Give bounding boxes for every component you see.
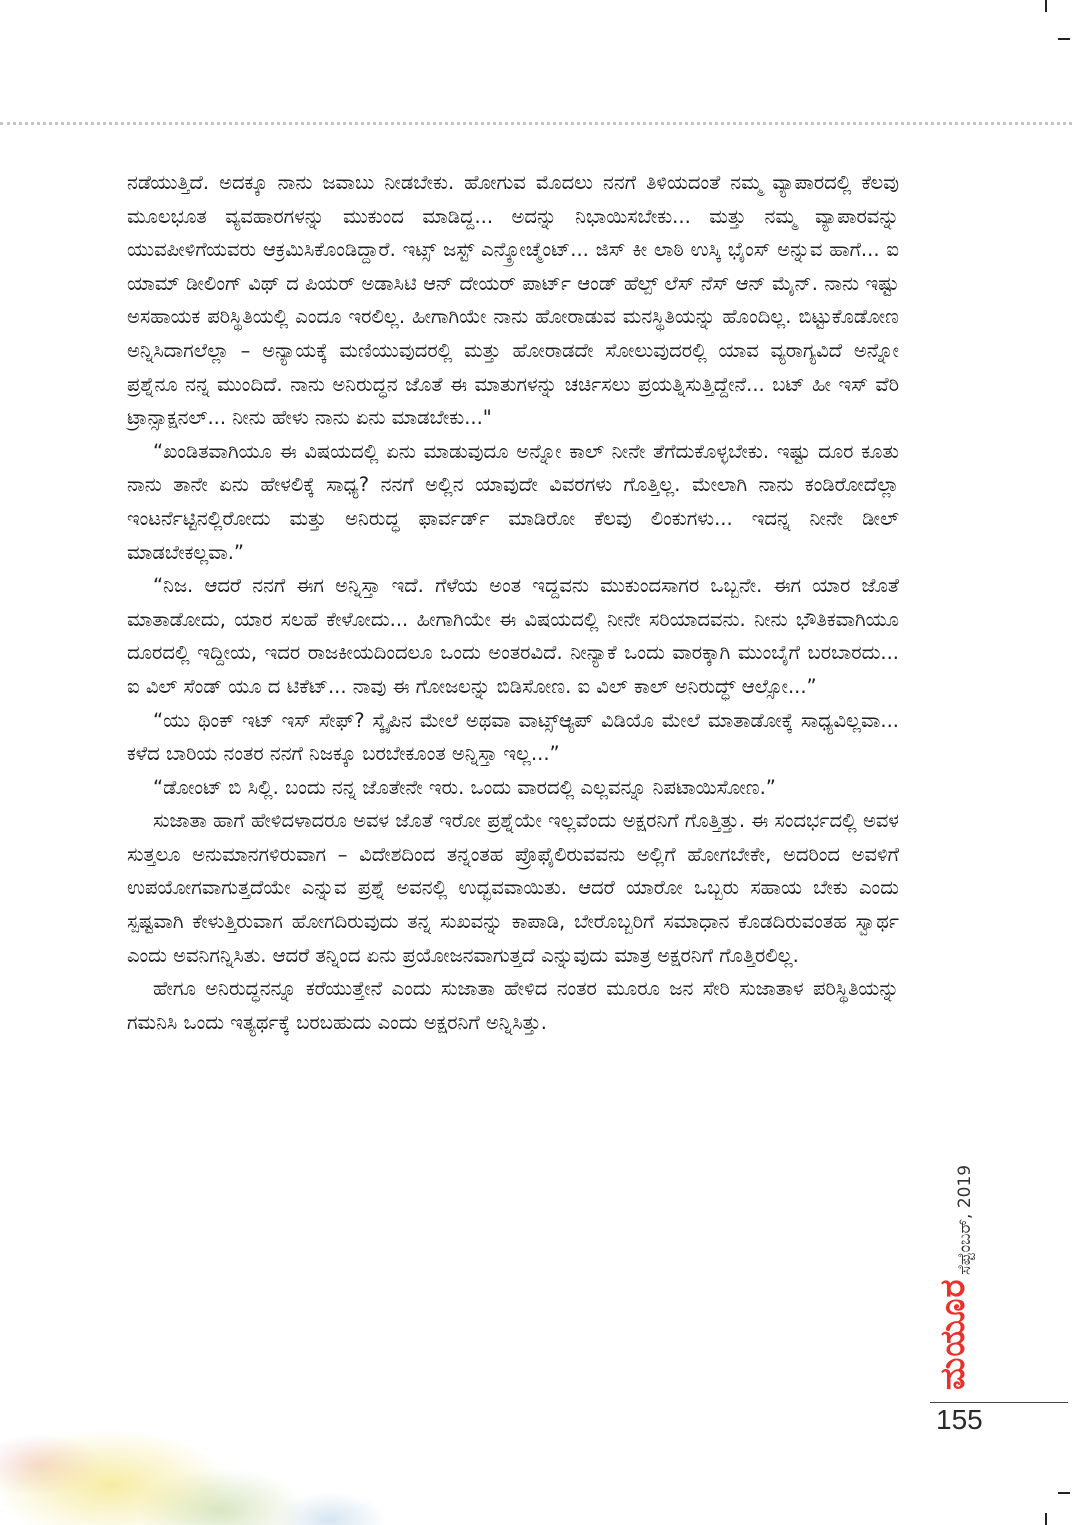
issue-date: ಸೆಪ್ಟೆಂಬರ್, 2019 (955, 1164, 975, 1275)
magazine-name: ಮಯೂರ (933, 1278, 973, 1390)
paragraph: “ಯು ಥಿಂಕ್ ಇಟ್ ಇಸ್ ಸೇಫ್? ಸ್ಕೈಪಿನ ಮೇಲೆ ಅಥವಾ ವಾಟ್ಸ್ಆ್ಯಪ್ ವಿಡಿಯೊ ಮೇಲೆ ಮಾತಾಡೋಕ್ಕೆ ಸಾಧ್ಯವಿಲ್ಲವಾ... ಕಳೆದ ಬಾರಿಯ ನಂತರ ನನಗೆ ನಿಜಕ್ಕೂ ಬರಬೇಕೂಂತ ಅನ್ನಿಸ್ತಾ ಇಲ್ಲ...” (127, 708, 899, 766)
folio-rule (930, 1402, 1068, 1403)
crop-mark-right-bottom (1058, 1492, 1070, 1494)
decorative-corner-art (0, 1335, 420, 1525)
article-body (127, 166, 899, 1039)
page-number: 155 (936, 1404, 983, 1435)
paragraph: “ನಿಜ. ಆದರೆ ನನಗೆ ಈಗ ಅನ್ನಿಸ್ತಾ ಇದೆ. ಗೆಳೆಯ ಅಂತ ಇದ್ದವನು ಮುಕುಂದಸಾಗರ ಒಬ್ಬನೇ. ಈಗ ಯಾರ ಜೊತೆ ಮಾತಾಡೋದು, ಯಾರ ಸಲಹೆ ಕೇಳೋದು... ಹೀಗಾಗಿಯೇ ಈ ವಿಷಯದಲ್ಲಿ ನೀನೇ ಸರಿಯಾದವನು. ನೀನು ಭೌತಿಕವಾಗಿಯೂ ದೂರದಲ್ಲಿ ಇದ್ದೀಯ, ಇದರ ರಾಜಕೀಯದಿಂದಲೂ ಒಂದು ಅಂತರವಿದೆ. ನೀನ್ಯಾಕೆ ಒಂದು ವಾರಕ್ಕಾಗಿ ಮುಂಬೈಗೆ ಬರಬಾರದು... ಐ ವಿಲ್ ಸೆಂಡ್ ಯೂ ದ ಟಿಕೆಟ್... ನಾವು ಈ ಗೋಜಲನ್ನು ಬಿಡಿಸೋಣ. ಐ ವಿಲ್ ಕಾಲ್ ಅನಿರುದ್ಧ್ ಆಲ್ಸೋ...” (127, 574, 899, 698)
magazine-logo (933, 1278, 973, 1390)
paragraph: ಹೇಗೂ ಅನಿರುದ್ಧನನ್ನೂ ಕರೆಯುತ್ತೇನೆ ಎಂದು ಸುಜಾತಾ ಹೇಳಿದ ನಂತರ ಮೂರೂ ಜನ ಸೇರಿ ಸುಜಾತಾಳ ಪರಿಸ್ಥಿತಿಯನ್ನು ಗಮನಿಸಿ ಒಂದು ಇತ್ಯರ್ಥಕ್ಕೆ ಬರಬಹುದು ಎಂದು ಅಕ್ಷರನಿಗೆ ಅನ್ನಿಸಿತ್ತು. (127, 977, 899, 1034)
crop-mark-bottom (1045, 1513, 1047, 1525)
paragraph: ಸುಜಾತಾ ಹಾಗೆ ಹೇಳಿದಳಾದರೂ ಅವಳ ಜೊತೆ ಇರೋ ಪ್ರಶ್ನೆಯೇ ಇಲ್ಲವೆಂದು ಅಕ್ಷರನಿಗೆ ಗೊತ್ತಿತ್ತು. ಈ ಸಂದರ್ಭದಲ್ಲಿ ಅವಳ ಸುತ್ತಲೂ ಅನುಮಾನಗಳಿರುವಾಗ – ವಿದೇಶದಿಂದ ತನ್ನಂತಹ ಪ್ರೊಫೈಲಿರುವವನು ಅಲ್ಲಿಗೆ ಹೋಗಬೇಕೇ, ಅದರಿಂದ ಅವಳಿಗೆ ಉಪಯೋಗವಾಗುತ್ತದೆಯೇ ಎನ್ನುವ ಪ್ರಶ್ನೆ ಅವನಲ್ಲಿ ಉದ್ಭವವಾಯಿತು. ಆದರೆ ಯಾರೋ ಒಬ್ಬರು ಸಹಾಯ ಬೇಕು ಎಂದು ಸ್ಪಷ್ಟವಾಗಿ ಕೇಳುತ್ತಿರುವಾಗ ಹೋಗದಿರುವುದು ತನ್ನ ಸುಖವನ್ನು ಕಾಪಾಡಿ, ಬೇರೊಬ್ಬರಿಗೆ ಸಮಾಧಾನ ಕೊಡದಿರುವಂತಹ ಸ್ವಾರ್ಥ ಎಂದು ಅವನಿಗನ್ನಿಸಿತು. ಆದರೆ ತನ್ನಿಂದ ಏನು ಪ್ರಯೋಜನವಾಗುತ್ತದೆ ಎನ್ನುವುದು ಮಾತ್ರ ಅಕ್ಷರನಿಗೆ ಗೊತ್ತಿರಲಿಲ್ಲ. (127, 809, 899, 967)
paragraph: “ಖಂಡಿತವಾಗಿಯೂ ಈ ವಿಷಯದಲ್ಲಿ ಏನು ಮಾಡುವುದೂ ಅನ್ನೋ ಕಾಲ್ ನೀನೇ ತೆಗೆದುಕೊಳ್ಳಬೇಕು. ಇಷ್ಟು ದೂರ ಕೂತು ನಾನು ತಾನೇ ಏನು ಹೇಳಲಿಕ್ಕೆ ಸಾಧ್ಯ? ನನಗೆ ಅಲ್ಲಿನ ಯಾವುದೇ ವಿವರಗಳು ಗೊತ್ತಿಲ್ಲ. ಮೇಲಾಗಿ ನಾನು ಕಂಡಿರೋದೆಲ್ಲಾ ಇಂಟರ್ನೆಟ್ಟಿನಲ್ಲಿರೋದು ಮತ್ತು ಅನಿರುದ್ಧ ಫಾರ್ವರ್ಡ್ ಮಾಡಿರೋ ಕೆಲವು ಲಿಂಕುಗಳು... ಇದನ್ನ ನೀನೇ ಡೀಲ್ ಮಾಡಬೇಕಲ್ಲವಾ.” (127, 439, 899, 564)
crop-mark-right-top (1058, 38, 1070, 40)
paragraph: ನಡೆಯುತ್ತಿದೆ. ಅದಕ್ಕೂ ನಾನು ಜವಾಬು ನೀಡಬೇಕು. ಹೋಗುವ ಮೊದಲು ನನಗೆ ತಿಳಿಯದಂತೆ ನಮ್ಮ ವ್ಯಾಪಾರದಲ್ಲಿ ಕೆಲವು ಮೂಲಭೂತ ವ್ಯವಹಾರಗಳನ್ನು ಮುಕುಂದ ಮಾಡಿದ್ದ... ಅದನ್ನು ನಿಭಾಯಿಸಬೇಕು... ಮತ್ತು ನಮ್ಮ ವ್ಯಾಪಾರವನ್ನು ಯುವಪೀಳಿಗೆಯವರು ಆಕ್ರಮಿಸಿಕೊಂಡಿದ್ದಾರೆ. ಇಟ್ಸ್ ಜಸ್ಟ್ ಎನ್ಕ್ರೋಚ್ಮೆಂಟ್... ಜಿಸ್ ಕೀ ಲಾಠಿ ಉಸ್ಕಿ ಭೈಂಸ್ ಅನ್ನುವ ಹಾಗೆ... ಐ ಯಾಮ್ ಡೀಲಿಂಗ್ ವಿಥ್ ದ ಪಿಯರ್ ಅಡಾಸಿಟಿ ಆನ್ ದೇಯರ್ ಪಾರ್ಟ್ ಆಂಡ್ ಹೆಲ್ಪ್ ಲೆಸ್ ನೆಸ್ ಆನ್ ಮೈನ್. ನಾನು ಇಷ್ಟು ಅಸಹಾಯಕ ಪರಿಸ್ಥಿತಿಯಲ್ಲಿ ಎಂದೂ ಇರಲಿಲ್ಲ. ಹೀಗಾಗಿಯೇ ನಾನು ಹೋರಾಡುವ ಮನಸ್ಥಿತಿಯನ್ನು ಹೊಂದಿಲ್ಲ. ಬಿಟ್ಟುಕೊಡೋಣ ಅನ್ನಿಸಿದಾಗಲೆಲ್ಲಾ – ಅನ್ಯಾಯಕ್ಕೆ ಮಣಿಯುವುದರಲ್ಲಿ ಮತ್ತು ಹೋರಾಡದೇ ಸೋಲುವುದರಲ್ಲಿ ಯಾವ ವ್ಯರಾಗ್ಯವಿದೆ ಅನ್ನೋ ಪ್ರಶ್ನೆನೂ ನನ್ನ ಮುಂದಿದೆ. ನಾನು ಅನಿರುದ್ಧನ ಜೊತೆ ಈ ಮಾತುಗಳನ್ನು ಚರ್ಚಿಸಲು ಪ್ರಯತ್ನಿಸುತ್ತಿದ್ದೇನೆ... ಬಟ್ ಹೀ ಇಸ್ ವೆರಿ ಟ್ರಾನ್ಸಾಕ್ಷನಲ್... ನೀನು ಹೇಳು ನಾನು ಏನು ಮಾಡಬೇಕು..." (127, 171, 899, 430)
crop-mark-top (1045, 0, 1047, 12)
header-dotted-rule (0, 122, 1072, 125)
side-date-wrapper (930, 1080, 980, 1280)
paragraph: “ಡೋಂಟ್ ಬಿ ಸಿಲ್ಲಿ. ಬಂದು ನನ್ನ ಜೊತೇನೇ ಇರು. ಒಂದು ವಾರದಲ್ಲಿ ಎಲ್ಲವನ್ನೂ ನಿಪಟಾಯಿಸೋಣ.” (153, 775, 776, 799)
